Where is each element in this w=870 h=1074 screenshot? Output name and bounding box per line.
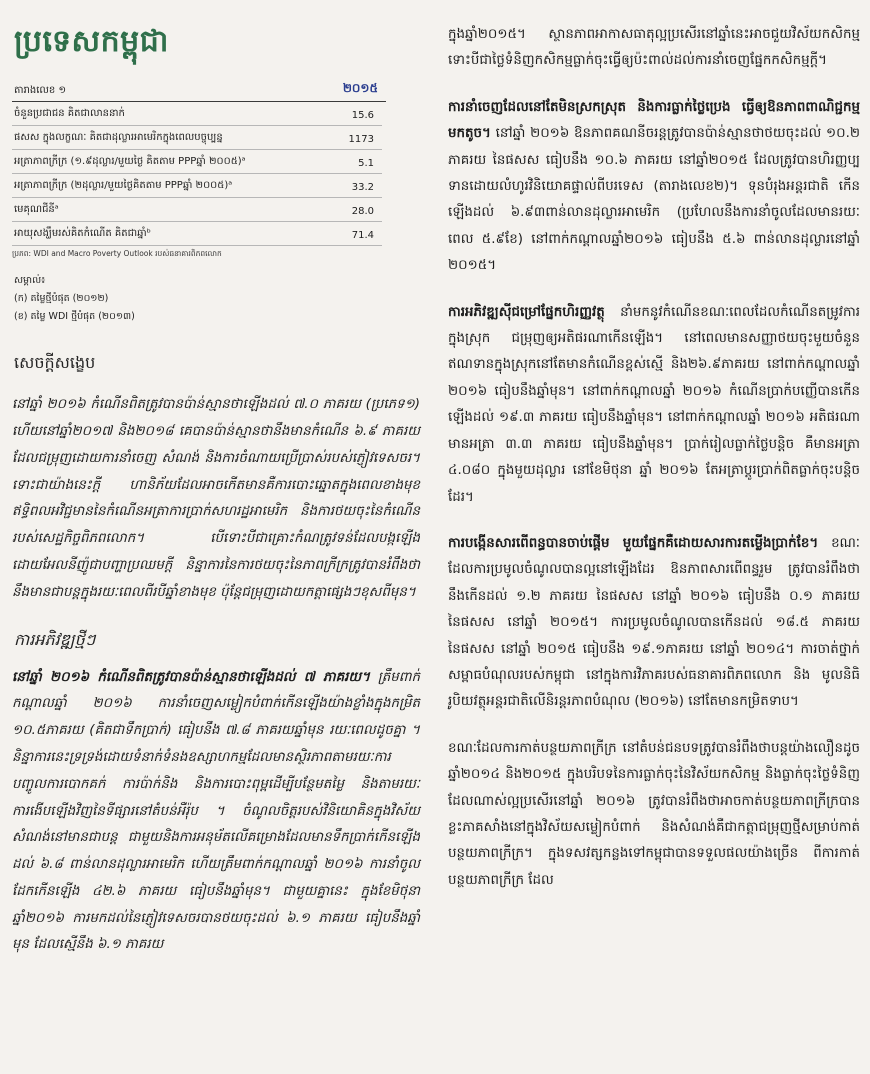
indicator-table-header [12,76,386,102]
row-label: ចំនួនប្រជាជន គិតជាលាននាក់ [12,102,322,126]
indicator-table [12,102,382,246]
row-value: 15.6 [322,102,382,126]
note-item: (ខ) តម្លៃ WDI ថ្មីបំផុត (២០១៣) [14,311,135,323]
paragraph-2-lead: ការនាំចេញដែលនៅតែមិនស្រកស្រុត និងការធ្លាក់ថ្លៃប្រេង ធ្វើឲ្យឱនភាពពាណិជ្ជកម្មមកតូច។ [448,99,860,142]
note-item: (ក) តម្លៃថ្មីបំផុត (២០១២) [14,293,109,305]
paragraph-1: ក្នុងឆ្នាំ២០១៥។ ស្ថានភាពអាកាសធាតុល្អប្រសើរនៅឆ្នាំនេះអាចជួយវិស័យកសិកម្ម ទោះបីជាថ្លៃទំនិញកសិកម្មធ្លាក់ចុះធ្វើឲ្យប៉ះពាល់ដល់ការនាំចេញផ្នែកកសិកម្មក្តី។ [448,27,860,69]
left-column [12,10,420,959]
row-value: 1173 [322,126,382,150]
notes-title: សម្គាល់៖ [14,275,46,286]
recent-heading: ការអភិវឌ្ឍថ្មីៗ [14,629,96,649]
paragraph-4 [448,531,860,716]
paragraph-4-lead: ការបង្កើនសារពើពន្ធបានចាប់ផ្តើម មួយផ្នែកគឺដោយសារការតម្លើងប្រាក់ខែ។ [448,535,819,551]
summary-paragraph: នៅឆ្នាំ ២០១៦ កំណើនពិតត្រូវបានប៉ាន់ស្មានថាឡើងដល់ ៧.០ ភាគរយ (ប្រភេទ១) ហើយនៅឆ្នាំ២០១៧ និង២០១៨ គេបានប៉ាន់ស្មានថានឹងមានកំណើន ៦.៩ ភាគរយ ដែលជម្រុញដោយការនាំចេញ សំណង់ និងការចំណាយប្រើប្រាស់របស់ភ្ញៀវទេសចរ។ ទោះជាយ៉ាងនេះក្តី ហានិភ័យដែលអាចកើតមានគឺការបោះឆ្នោតក្នុងពេលខាងមុខ ឥទ្ធិពលអវិជ្ជមាននៃកំណើនអត្រាការប្រាក់សហរដ្ឋអាមេរិក និងការថយចុះនៃកំណើនរបស់សេដ្ឋកិច្ចពិភពលោក។ បើទោះបីជាគ្រោះកំណត្រូវទន់ដែលបង្កឡើងដោយអែលនីញ៉ូជាបញ្ហាប្រឈមក្តី និន្នាការនៃការថយចុះនៃភាពក្រីក្រត្រូវបានរំពឹងថានឹងមានជាបន្តក្នុងរយៈពេលពីរបីឆ្នាំខាងមុខ ប៉ុន្តែជម្រុញដោយកត្តាផ្សេងៗខុសពីមុន។ [12,397,420,600]
country-title: ប្រទេសកម្ពុជា [14,24,169,59]
row-label: មេគុណជីនីᵃ [12,198,322,222]
paragraph-2 [448,95,860,280]
table-source: ប្រភព: WDI and Macro Poverty Outlook របស់ធនាគារពិភពលោក [12,249,222,258]
table-row [12,198,382,222]
paragraph-4-text: ខណៈដែលការប្រមូលចំណូលបានល្អនៅឡើងដែរ ឱនភាពសារពើពន្ធរួម ត្រូវបានរំពឹងថានឹងកើនដល់ ១.២ ភាគរយ នៃផសស នៅឆ្នាំ ២០១៦ ធៀបនឹង ០.១ ភាគរយ នៃផសស នៅឆ្នាំ ២០១៥។ ការប្រមូលចំណូលបានកើនដល់ ១៨.៥ ភាគរយ នៃផសស នៅឆ្នាំ ២០១៥ ធៀបនឹង ១៩.១ភាគរយ នៅឆ្នាំ ២០១៤។ ការចាត់ថ្នាក់សម្ពាធបំណុលរបស់កម្ពុជា នៅក្នុងការវិភាគរបស់ធនាគារពិភពលោក និង មូលនិធិរូបិយវត្ថុអន្តរជាតិលើនិរន្តរភាពបំណុល (២០១៦) នៅតែមានកម្រិតទាប។ [448,535,860,710]
summary-heading: សេចក្តីសង្ខេប [14,353,96,373]
paragraph-3 [448,300,860,511]
paragraph-5: ខណៈដែលការកាត់បន្ថយភាពក្រីក្រ នៅតំបន់ជនបទត្រូវបានរំពឹងថាបន្តយ៉ាងលឿនដូចឆ្នាំ២០១៤ និង២០១៥ ក្នុងបរិបទនៃការធ្លាក់ចុះនៃវិស័យកសិកម្ម និងធ្លាក់ចុះថ្លៃទំនិញដែលណាស់ល្អប្រសើរនៅឆ្នាំ ២០១៦ ត្រូវបានរំពឹងថាអាចកាត់បន្ថយភាពក្រីក្របានខ្លះភាគសាំងនៅក្នុងវិស័យសម្លៀកបំពាក់ និងសំណង់គឺជាកត្តាជម្រុញថ្មីសម្រាប់កាត់បន្ថយភាពក្រីក្រ។ ក្នុងទសវត្សកន្លងទៅកម្ពុជាបានទទួលផលយ៉ាងច្រើន ពីការកាត់បន្ថយភាពក្រីក្រ ដែល [448,740,860,888]
paragraph-3-text: នាំមកនូវកំណើនខណៈពេលដែលកំណើនតម្រូវការក្នុងស្រុក ជម្រុញឲ្យអតិផរណាកើនឡើង។ នៅពេលមានសញ្ញាថយចុះមួយចំនួន ឥណទានក្នុងស្រុកនៅតែមានកំណើនខ្ពស់ស្មើ និង២៦.៩ភាគរយ នៅពាក់កណ្តាលឆ្នាំ ២០១៦ ធៀបនឹងឆ្នាំមុន។ នៅពាក់កណ្តាលឆ្នាំ ២០១៦ កំណើនប្រាក់បញ្ញើបានកើនឡើងដល់ ១៩.៣ ភាគរយ ធៀបនឹងឆ្នាំមុន។ នៅពាក់កណ្តាលឆ្នាំ ២០១៦ អតិផរណាមានអត្រា ៣.៣ ភាគរយ ធៀបនឹងឆ្នាំមុន។ ប្រាក់រៀលធ្លាក់ថ្លៃបន្តិច គឺមានអត្រា ៤.០៨០ ក្នុងមួយដុល្លារ នៅខែមិថុនា ឆ្នាំ ២០១៦ តែអត្រាប្តូរប្រាក់ពិតធ្លាក់ចុះបន្តិចដែរ។ [448,304,860,505]
table-notes [12,272,420,326]
table-row [12,174,382,198]
table-row [12,150,382,174]
row-label: អត្រាភាពក្រីក្រ (២ដុល្លារ/មួយថ្ងៃគិតតាម PPPឆ្នាំ ២០០៥)ᵃ [12,174,322,198]
right-column [448,22,860,894]
table-row [12,126,382,150]
row-label: ផសស ក្នុងលក្ខណៈ គិតជាដុល្លារអាមេរិកក្នុងពេលបច្ចុប្បន្ន [12,126,322,150]
table-row [12,102,382,126]
recent-lead: នៅឆ្នាំ ២០១៦ កំណើនពិតត្រូវបានប៉ាន់ស្មានថាឡើងដល់ ៧ ភាគរយ។ [12,669,370,685]
row-value: 5.1 [322,150,382,174]
paragraph-2-text: នៅឆ្នាំ ២០១៦ ឱនភាពគណនីចរន្តត្រូវបានប៉ាន់ស្មានថាថយចុះដល់ ១០.២ ភាគរយ នៃផសស ធៀបនឹង ១០.៦ ភាគរយ នៅឆ្នាំ២០១៥ ដែលត្រូវបានហិរញ្ញប្បទានដោយលំហូរវិនិយោគផ្ទាល់ពីបរទេស (តារាងលេខ២)។ ទុនបំរុងអន្តរជាតិ កើនឡើងដល់ ៦.៩៣ពាន់លានដុល្លារអាមេរិក (ប្រហែលនឹងការនាំចូលដែលមានរយៈពេល ៥.៩ខែ) នៅពាក់កណ្តាលឆ្នាំ២០១៦ ធៀបនឹង ៥.៦ ពាន់លានដុល្លារនៅឆ្នាំ ២០១៥។ [448,126,860,274]
table-year: ២០១៥ [342,81,378,95]
row-label: អាយុសង្ឃឹមរស់គិតកំណើត គិតជាឆ្នាំᵇ [12,222,322,246]
row-value: 28.0 [322,198,382,222]
paragraph-3-lead: ការអភិវឌ្ឍស៊ីជម្រៅផ្នែកហិរញ្ញវត្ថុ [448,304,605,320]
table-row [12,222,382,246]
recent-paragraph [12,665,420,960]
row-value: 33.2 [322,174,382,198]
table-label: តារាងលេខ ១ [14,85,67,96]
row-label: អត្រាភាពក្រីក្រ (១.៩ដុល្លារ/មួយថ្ងៃ គិតតាម PPPឆ្នាំ ២០០៥)ᵃ [12,150,322,174]
recent-text: ត្រឹមពាក់កណ្តាលឆ្នាំ ២០១៦ ការនាំចេញសម្លៀកបំពាក់កើនឡើងយ៉ាងខ្លាំងក្នុងកម្រិត ១០.៥ភាគរយ (គិតជាទឹកប្រាក់) ធៀបនឹង ៧.៨ ភាគរយឆ្នាំមុន រយៈពេលដូចគ្នា ។ និន្នាការនេះទ្រទ្រង់ដោយទំនាក់ទំនងឧស្សាហកម្មដែលមានស្ថិរភាពតាមរយៈការបញ្ចូលការបោកគក់ ការប៉ាក់និង និងការបោះពុម្ពដើម្បីបន្ថែមតម្លៃ និងតាមរយៈការងើបឡើងវិញនៃទីផ្សារនៅតំបន់អឺរ៉ុប ។ ចំណូលចិត្តរបស់វិនិយោគិនក្នុងវិស័យសំណង់នៅមានជាបន្ត ជាមួយនិងការអនុម័តលើគម្រោងដែលមានទឹកប្រាក់កើនឡើងដល់ ៦.៨ ពាន់លានដុល្លារអាមេរិក ហើយត្រឹមពាក់កណ្តាលឆ្នាំ ២០១៦ ការនាំចូលដែកកើនឡើង ៤២.៦ ភាគរយ ធៀបនឹងឆ្នាំមុន។ ជាមួយគ្នានេះ ក្នុងខែមិថុនា ឆ្នាំ២០១៦ ការមកដល់នៃភ្ញៀវទេសចរបានថយចុះដល់ ៦.១ ភាគរយ ធៀបនឹងឆ្នាំមុន ដែលស្មើនឹង ៦.១ ភាគរយ [12,669,420,953]
row-value: 71.4 [322,222,382,246]
